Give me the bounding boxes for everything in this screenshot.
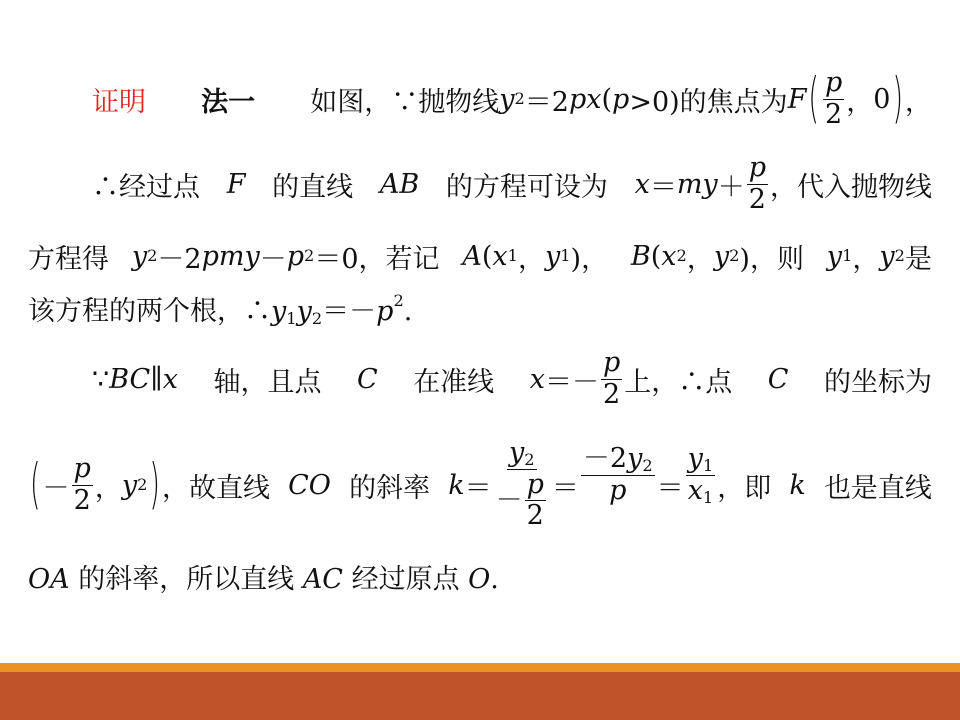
fraction: $\frac{p}{2}$ (824, 67, 843, 130)
directrix-equation: x ＝－ $\frac{p}{2}$ 上，∴点 (529, 347, 733, 410)
proof-label: 证明 (92, 86, 146, 118)
right-paren: ) (892, 68, 903, 130)
fraction: $\frac{p}{2}$ (748, 152, 766, 215)
slope-equation: k ＝ $y_2$ － $\frac{p}{2}$ ＝ $\frac{-2y_2}{p}$ ＝ $\frac{y_1}{x_1}$ ，即 (448, 437, 772, 532)
line-2-equation: x ＝ my ＋ $\frac{p}{2}$ ，代入抛物线 (634, 152, 932, 215)
fraction: $\frac{p}{2}$ (602, 347, 621, 410)
proof-line-1 (92, 66, 932, 132)
line-3-equation: y 2 －2 pmy － p 2 ＝0，若记 (131, 240, 440, 275)
fraction: $\frac{p}{2}$ (526, 468, 544, 532)
fraction: $\frac{p}{2}$ (73, 453, 91, 516)
proof-line-2: ∴经过点 F 的直线 AB 的方程可设为 x ＝ my ＋ $\frac{p}{2}$ ，代入抛物线 (92, 152, 932, 215)
proof-line-6: ( － $\frac{p}{2}$ ， y 2 ) ，故直线 CO 的斜率 k ＝ $y_2$ － $\frac{p}{2}$ ＝ $\frac{-2y_2}{p}$ ＝ $\frac{y_1}{x_1}$ ，即 k 也是直线 (30, 437, 932, 532)
proof-line-5: ∵ BC ∥ x 轴，且点 C 在准线 x ＝－ $\frac{p}{2}$ 上，∴点 C 的坐标为 (92, 347, 932, 410)
proof-line-7: OA 的斜率，所以直线 AC 经过原点 O. (28, 564, 499, 595)
method-label: 法一 (201, 86, 256, 118)
roots: y 1 ， y 2 是 (826, 240, 932, 275)
footer-band (0, 672, 960, 720)
point-b: B ( x 2 ， y 2 )，则 (630, 240, 804, 275)
point-c-coordinates: ( － $\frac{p}{2}$ ， y 2 ) ，故直线 (30, 453, 270, 516)
left-paren: ( (30, 454, 41, 516)
line-1-statement: 如图，∵抛物线 y 2 ＝2 px ( p >0)的焦点为 F ( $\frac{p}{2}$ ， 0 ) ， (310, 67, 932, 130)
fraction: $\frac{y_1}{x_1}$ (687, 443, 714, 507)
left-paren: ( (808, 68, 819, 130)
right-paren: ) (149, 454, 160, 516)
proof-line-4: 该方程的两个根，$\therefore y_1y_2=-p^2$. (28, 291, 413, 329)
footer-stripe (0, 663, 960, 672)
fraction: $y_2$ － $\frac{p}{2}$ (495, 437, 544, 532)
point-a: A ( x 1 ， y 1 )， (462, 240, 609, 275)
proof-line-3: 方程得 y 2 －2 pmy － p 2 ＝0，若记 A ( x 1 ， y 1 )， B ( x 2 ， y 2 )，则 y 1 ， y 2 是 (28, 234, 932, 278)
parallel-statement: ∵ BC ∥ x (92, 363, 178, 395)
fraction: $\frac{-2y_2}{p}$ (582, 443, 653, 506)
